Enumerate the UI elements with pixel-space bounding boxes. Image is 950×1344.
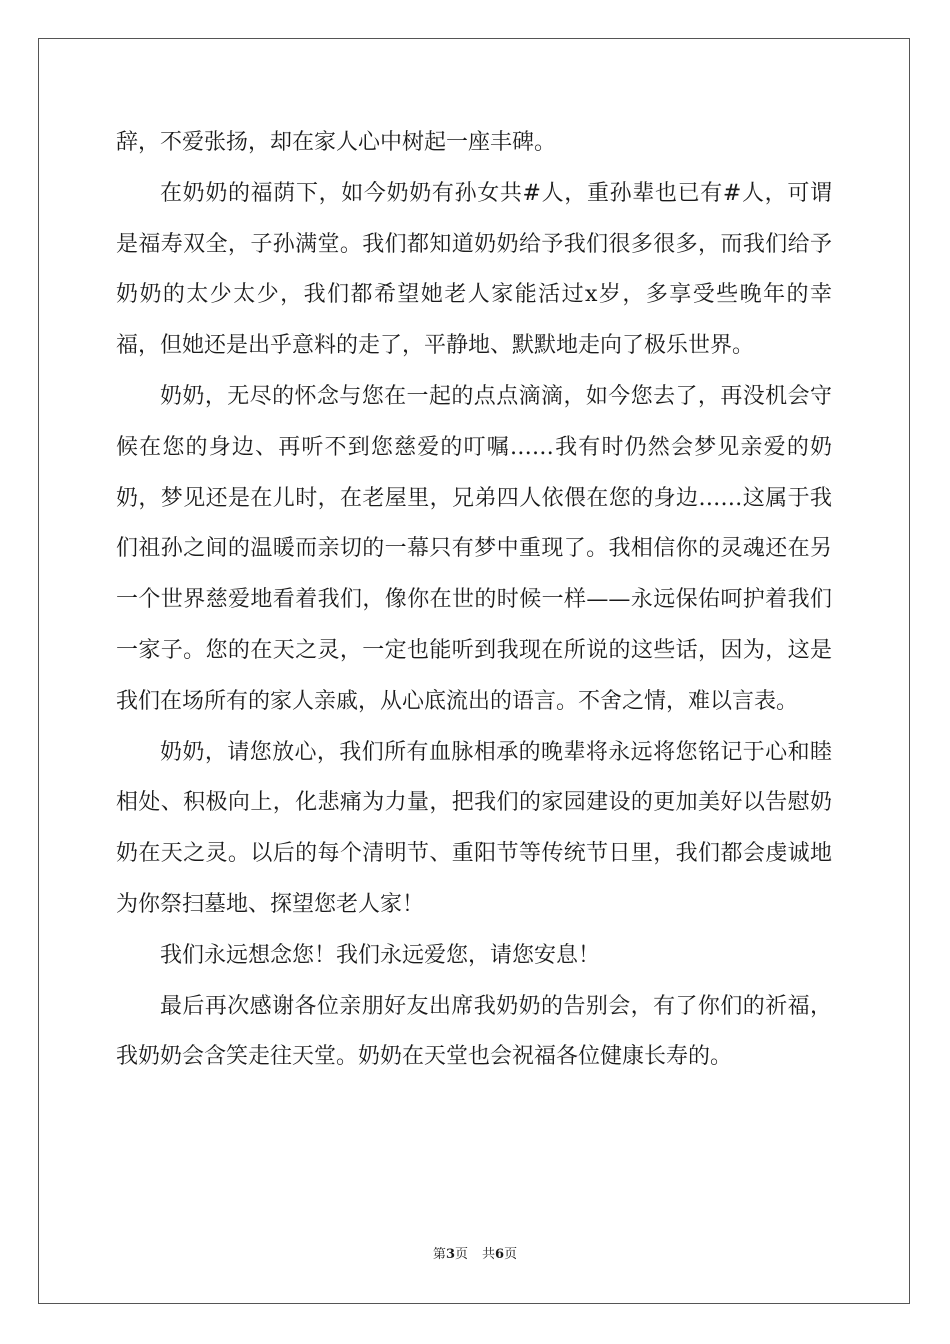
paragraph-descendants: 在奶奶的福荫下，如今奶奶有孙女共#人，重孙辈也已有#人，可谓是福寿双全，子孙满堂。我们都知道奶奶给予我们很多很多，而我们给予奶奶的太少太少，我们都希望她老人家能活过x岁，多享受些晚年的幸福，但她还是出乎意料的走了，平静地、默默地走向了极乐世界。: [116, 180, 832, 359]
total-pages: 6: [495, 1247, 505, 1262]
paragraph-thanks: 最后再次感谢各位亲朋好友出席我奶奶的告别会，有了你们的祈福，我奶奶会含笑走往天堂。奶奶在天堂也会祝福各位健康长寿的。: [116, 993, 832, 1070]
page-suffix: 页: [454, 1247, 468, 1262]
page-prefix: 第: [432, 1247, 446, 1262]
paragraph-memories: 奶奶，无尽的怀念与您在一起的点点滴滴，如今您去了，再没机会守候在您的身边、再听不到您慈爱的叮嘱……我有时仍然会梦见亲爱的奶奶，梦见还是在儿时，在老屋里，兄弟四人依偎在您的身边……这属于我们祖孙之间的温暖而亲切的一幕只有梦中重现了。我相信你的灵魂还在另一个世界慈爱地看着我们，像你在世的时候一样——永远保佑呵护着我们一家子。您的在天之灵，一定也能听到我现在所说的这些话，因为，这是我们在场所有的家人亲戚，从心底流出的语言。不舍之情，难以言表。: [116, 383, 832, 714]
paragraph-promise: 奶奶，请您放心，我们所有血脉相承的晚辈将永远将您铭记于心和睦相处、积极向上，化悲痛为力量，把我们的家园建设的更加美好以告慰奶奶在天之灵。以后的每个清明节、重阳节等传统节日里，我们都会虔诚地为你祭扫墓地、探望您老人家！: [116, 739, 832, 917]
paragraph-farewell: 我们永远想念您！我们永远爱您，请您安息！: [160, 942, 601, 968]
total-prefix: 共: [482, 1247, 496, 1262]
page-number: 3: [445, 1247, 455, 1262]
document-body: [116, 118, 832, 1083]
paragraph-continuation: 辞，不爱张扬，却在家人心中树起一座丰碑。: [116, 130, 557, 155]
total-suffix: 页: [504, 1247, 518, 1262]
page-footer: [0, 1243, 950, 1262]
